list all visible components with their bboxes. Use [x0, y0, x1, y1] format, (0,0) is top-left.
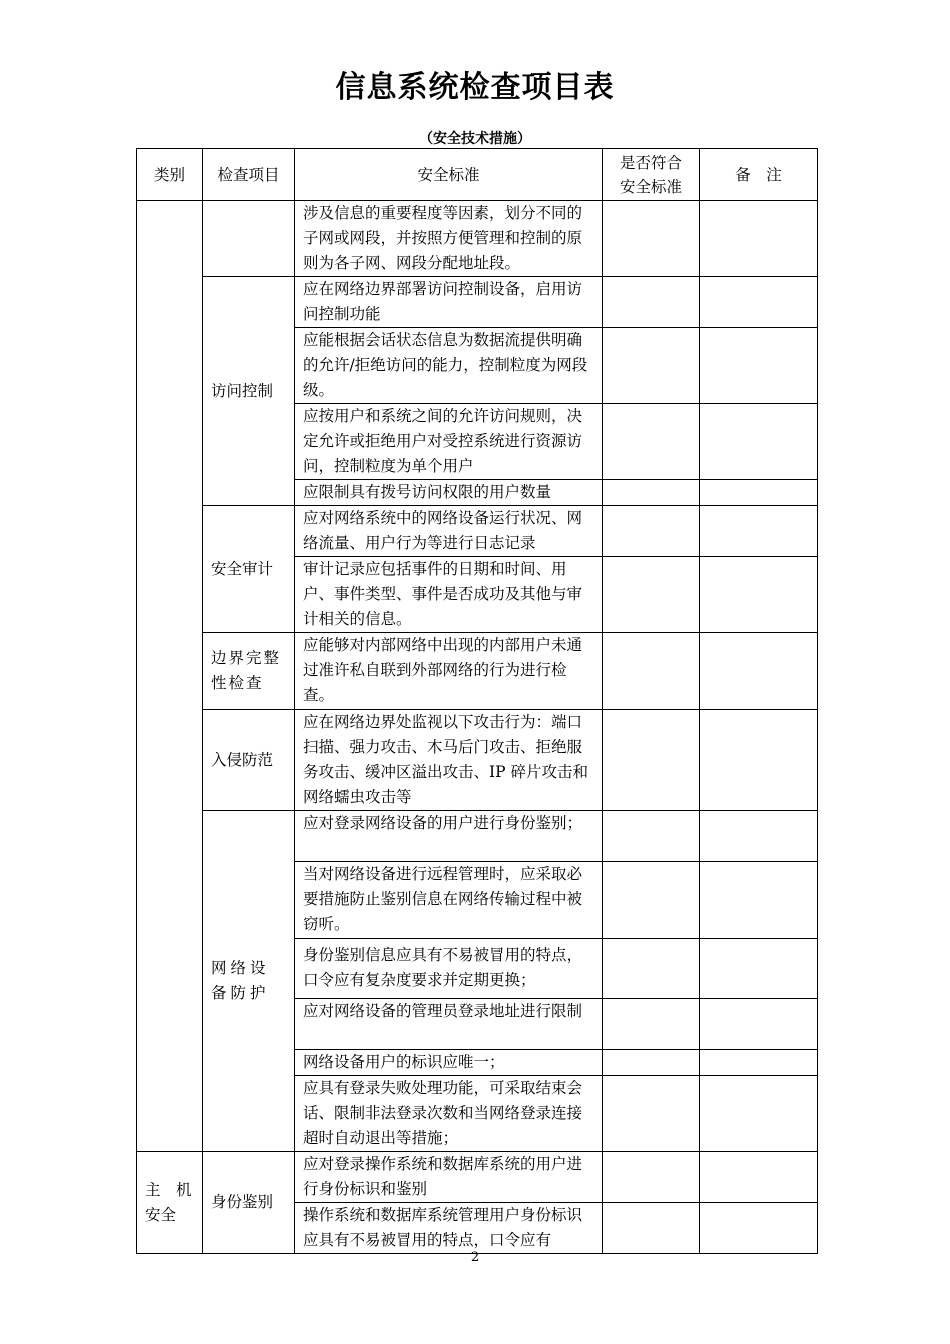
standard-cell: 应能够对内部网络中出现的内部用户未通过准许私自联到外部网络的行为进行检查。 — [295, 633, 603, 710]
item-cell: 网络设备防护 — [203, 811, 295, 1152]
compliant-cell[interactable] — [603, 710, 700, 811]
remark-cell[interactable] — [700, 862, 818, 939]
compliant-cell[interactable] — [603, 557, 700, 633]
compliant-cell[interactable] — [603, 862, 700, 939]
table-row — [137, 277, 818, 328]
inspection-table — [136, 148, 818, 1254]
standard-cell: 应对网络系统中的网络设备运行状况、网络流量、用户行为等进行日志记录 — [295, 506, 603, 557]
compliant-cell[interactable] — [603, 404, 700, 480]
item-cell: 身份鉴别 — [203, 1152, 295, 1254]
standard-cell: 操作系统和数据库系统管理用户身份标识应具有不易被冒用的特点，口令应有 — [295, 1203, 603, 1254]
document-title: 信息系统检查项目表 — [335, 70, 615, 105]
remark-cell[interactable] — [700, 811, 818, 862]
table-row — [137, 633, 818, 710]
table-header-row — [137, 149, 818, 201]
standard-cell: 身份鉴别信息应具有不易被冒用的特点，口令应有复杂度要求并定期更换； — [295, 939, 603, 999]
compliant-cell[interactable] — [603, 1152, 700, 1203]
compliant-cell[interactable] — [603, 1076, 700, 1152]
compliant-cell[interactable] — [603, 1203, 700, 1254]
standard-cell: 应限制具有拨号访问权限的用户数量 — [295, 480, 603, 506]
compliant-cell[interactable] — [603, 201, 700, 277]
remark-cell[interactable] — [700, 1203, 818, 1254]
standard-cell: 审计记录应包括事件的日期和时间、用户、事件类型、事件是否成功及其他与审计相关的信息。 — [295, 557, 603, 633]
category-cell — [137, 201, 203, 1152]
compliant-cell[interactable] — [603, 277, 700, 328]
remark-cell[interactable] — [700, 480, 818, 506]
standard-cell: 当对网络设备进行远程管理时，应采取必要措施防止鉴别信息在网络传输过程中被窃听。 — [295, 862, 603, 939]
table-row — [137, 506, 818, 557]
remark-cell[interactable] — [700, 710, 818, 811]
document-subtitle: （安全技术措施） — [419, 131, 531, 147]
standard-cell: 应对登录网络设备的用户进行身份鉴别； — [295, 811, 603, 862]
standard-cell: 应能根据会话状态信息为数据流提供明确的允许/拒绝访问的能力，控制粒度为网段级。 — [295, 328, 603, 404]
remark-cell[interactable] — [700, 633, 818, 710]
header-compliant: 是否符合安全标准 — [603, 149, 700, 201]
item-cell: 入侵防范 — [203, 710, 295, 811]
remark-cell[interactable] — [700, 557, 818, 633]
remark-cell[interactable] — [700, 939, 818, 999]
standard-cell: 应对登录操作系统和数据库系统的用户进行身份标识和鉴别 — [295, 1152, 603, 1203]
header-standard: 安全标准 — [295, 149, 603, 201]
item-cell: 安全审计 — [203, 506, 295, 633]
table-row — [137, 1152, 818, 1203]
remark-cell[interactable] — [700, 277, 818, 328]
header-category: 类别 — [137, 149, 203, 201]
compliant-cell[interactable] — [603, 328, 700, 404]
item-cell: 访问控制 — [203, 277, 295, 506]
compliant-cell[interactable] — [603, 811, 700, 862]
standard-cell: 涉及信息的重要程度等因素，划分不同的子网或网段，并按照方便管理和控制的原则为各子网、网段分配地址段。 — [295, 201, 603, 277]
remark-cell[interactable] — [700, 1152, 818, 1203]
remark-cell[interactable] — [700, 404, 818, 480]
standard-cell: 应在网络边界部署访问控制设备，启用访问控制功能 — [295, 277, 603, 328]
remark-cell[interactable] — [700, 1076, 818, 1152]
remark-cell[interactable] — [700, 1050, 818, 1076]
header-remark: 备 注 — [700, 149, 818, 201]
table-row — [137, 811, 818, 862]
compliant-cell[interactable] — [603, 939, 700, 999]
table-row — [137, 710, 818, 811]
remark-cell[interactable] — [700, 506, 818, 557]
remark-cell[interactable] — [700, 999, 818, 1050]
standard-cell: 应具有登录失败处理功能，可采取结束会话、限制非法登录次数和当网络登录连接超时自动退出等措施； — [295, 1076, 603, 1152]
compliant-cell[interactable] — [603, 506, 700, 557]
page-number: 2 — [470, 1250, 480, 1265]
standard-cell: 网络设备用户的标识应唯一； — [295, 1050, 603, 1076]
compliant-cell[interactable] — [603, 633, 700, 710]
category-cell: 主 机安全 — [137, 1152, 203, 1254]
standard-cell: 应按用户和系统之间的允许访问规则，决定允许或拒绝用户对受控系统进行资源访问，控制粒度为单个用户 — [295, 404, 603, 480]
compliant-cell[interactable] — [603, 999, 700, 1050]
compliant-cell[interactable] — [603, 1050, 700, 1076]
remark-cell[interactable] — [700, 328, 818, 404]
standard-cell: 应在网络边界处监视以下攻击行为：端口扫描、强力攻击、木马后门攻击、拒绝服务攻击、缓冲区溢出攻击、IP 碎片攻击和网络蠕虫攻击等 — [295, 710, 603, 811]
item-cell: 边界完整性检查 — [203, 633, 295, 710]
standard-cell: 应对网络设备的管理员登录地址进行限制 — [295, 999, 603, 1050]
remark-cell[interactable] — [700, 201, 818, 277]
item-cell — [203, 201, 295, 277]
table-row — [137, 201, 818, 277]
header-item: 检查项目 — [203, 149, 295, 201]
compliant-cell[interactable] — [603, 480, 700, 506]
